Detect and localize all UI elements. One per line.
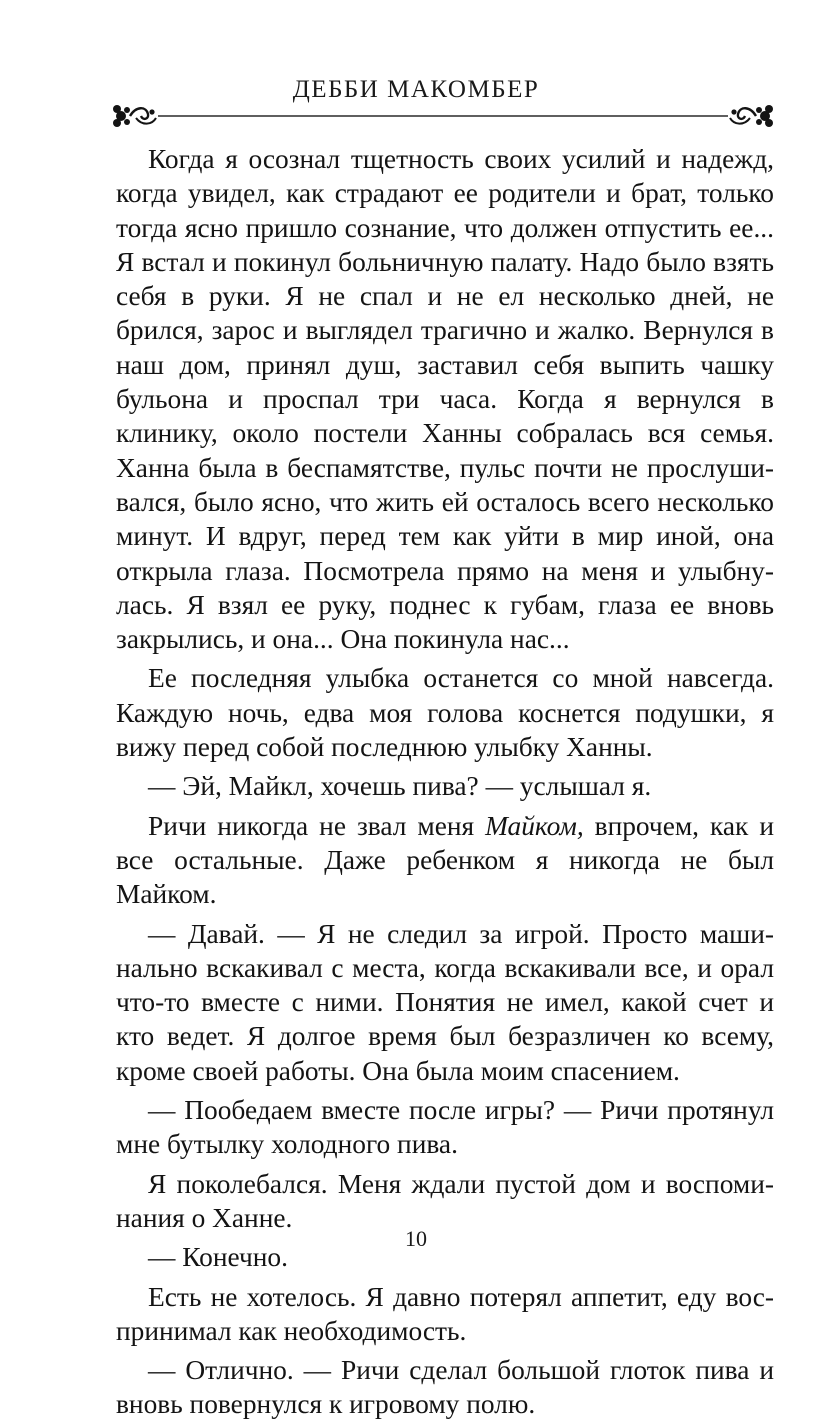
paragraph-1: Когда я осознал тщетность своих усилий и надежд, когда увидел, как страдают ее родители и брат, только тогда ясно пришло сознание, что должен отпустить ее... Я встал и покинул больничную палату. Надо было взять себя в руки. Я не спал и не ел несколько дней, не брился, зарос и выглядел трагично и жалко. Вернулся в наш дом, принял душ, заставил себя выпить чашку бульона и проспал три часа. Когда я вернулся в клинику, около постели Ханны собралась вся семья. Ханна была в беспамятстве, пульс почти не прослушивался, было ясно, что жить ей осталось всего несколько минут. И вдруг, перед тем как уйти в мир иной, она открыла глаза. Посмотрела прямо на меня и улыбнулась. Я взял ее руку, поднес к губам, глаза ее вновь закрылись, и она... Она покинула нас... (116, 144, 774, 655)
paragraph-4-after: впрочем, как и все остальные. Даже ребенком я никогда не был Майком. (116, 810, 774, 910)
header-rule (112, 98, 774, 134)
paragraph-10: — Отлично. — Ричи сделал большой глоток пива и вновь повернулся к игровому полю. (116, 1355, 774, 1420)
paragraph-5: — Давай. — Я не следил за игрой. Просто машинально вскакивал с места, когда вскакивали все, и орал что-то вместе с ними. Понятия не имел, какой счет и кто ведет. Я долгое время был безразличен ко всему, кроме своей работы. Она была моим спасением. (116, 918, 774, 1086)
paragraph-2: Ее последняя улыбка останется со мной навсегда. Каждую ночь, едва моя голова коснется подушки, я вижу перед собой последнюю улыбку Ханны. (116, 663, 774, 763)
paragraph-7: Я поколебался. Меня ждали пустой дом и воспоминания о Ханне. (116, 1168, 774, 1233)
page-number: 10 (405, 1226, 427, 1251)
floral-ornament-right-icon (730, 105, 773, 127)
paragraph-6: — Пообедаем вместе после игры? — Ричи протянул мне бутылку холодного пива. (116, 1095, 774, 1160)
floral-ornament-left-icon (113, 105, 156, 127)
page-header (0, 74, 832, 134)
paragraph-4-before: Ричи никогда не звал меня (148, 810, 486, 841)
paragraph-4 (116, 809, 774, 912)
running-head-author: ДЕББИ МАКОМБЕР (292, 76, 540, 103)
paragraph-4-italic: Майком, (485, 810, 584, 841)
paragraph-3: — Эй, Майкл, хочешь пива? — услышал я. (148, 771, 652, 802)
paragraph-8: — Конечно. (148, 1242, 288, 1273)
paragraph-9: Есть не хотелось. Я давно потерял аппетит, еду воспринимал как необходимость. (116, 1281, 774, 1346)
